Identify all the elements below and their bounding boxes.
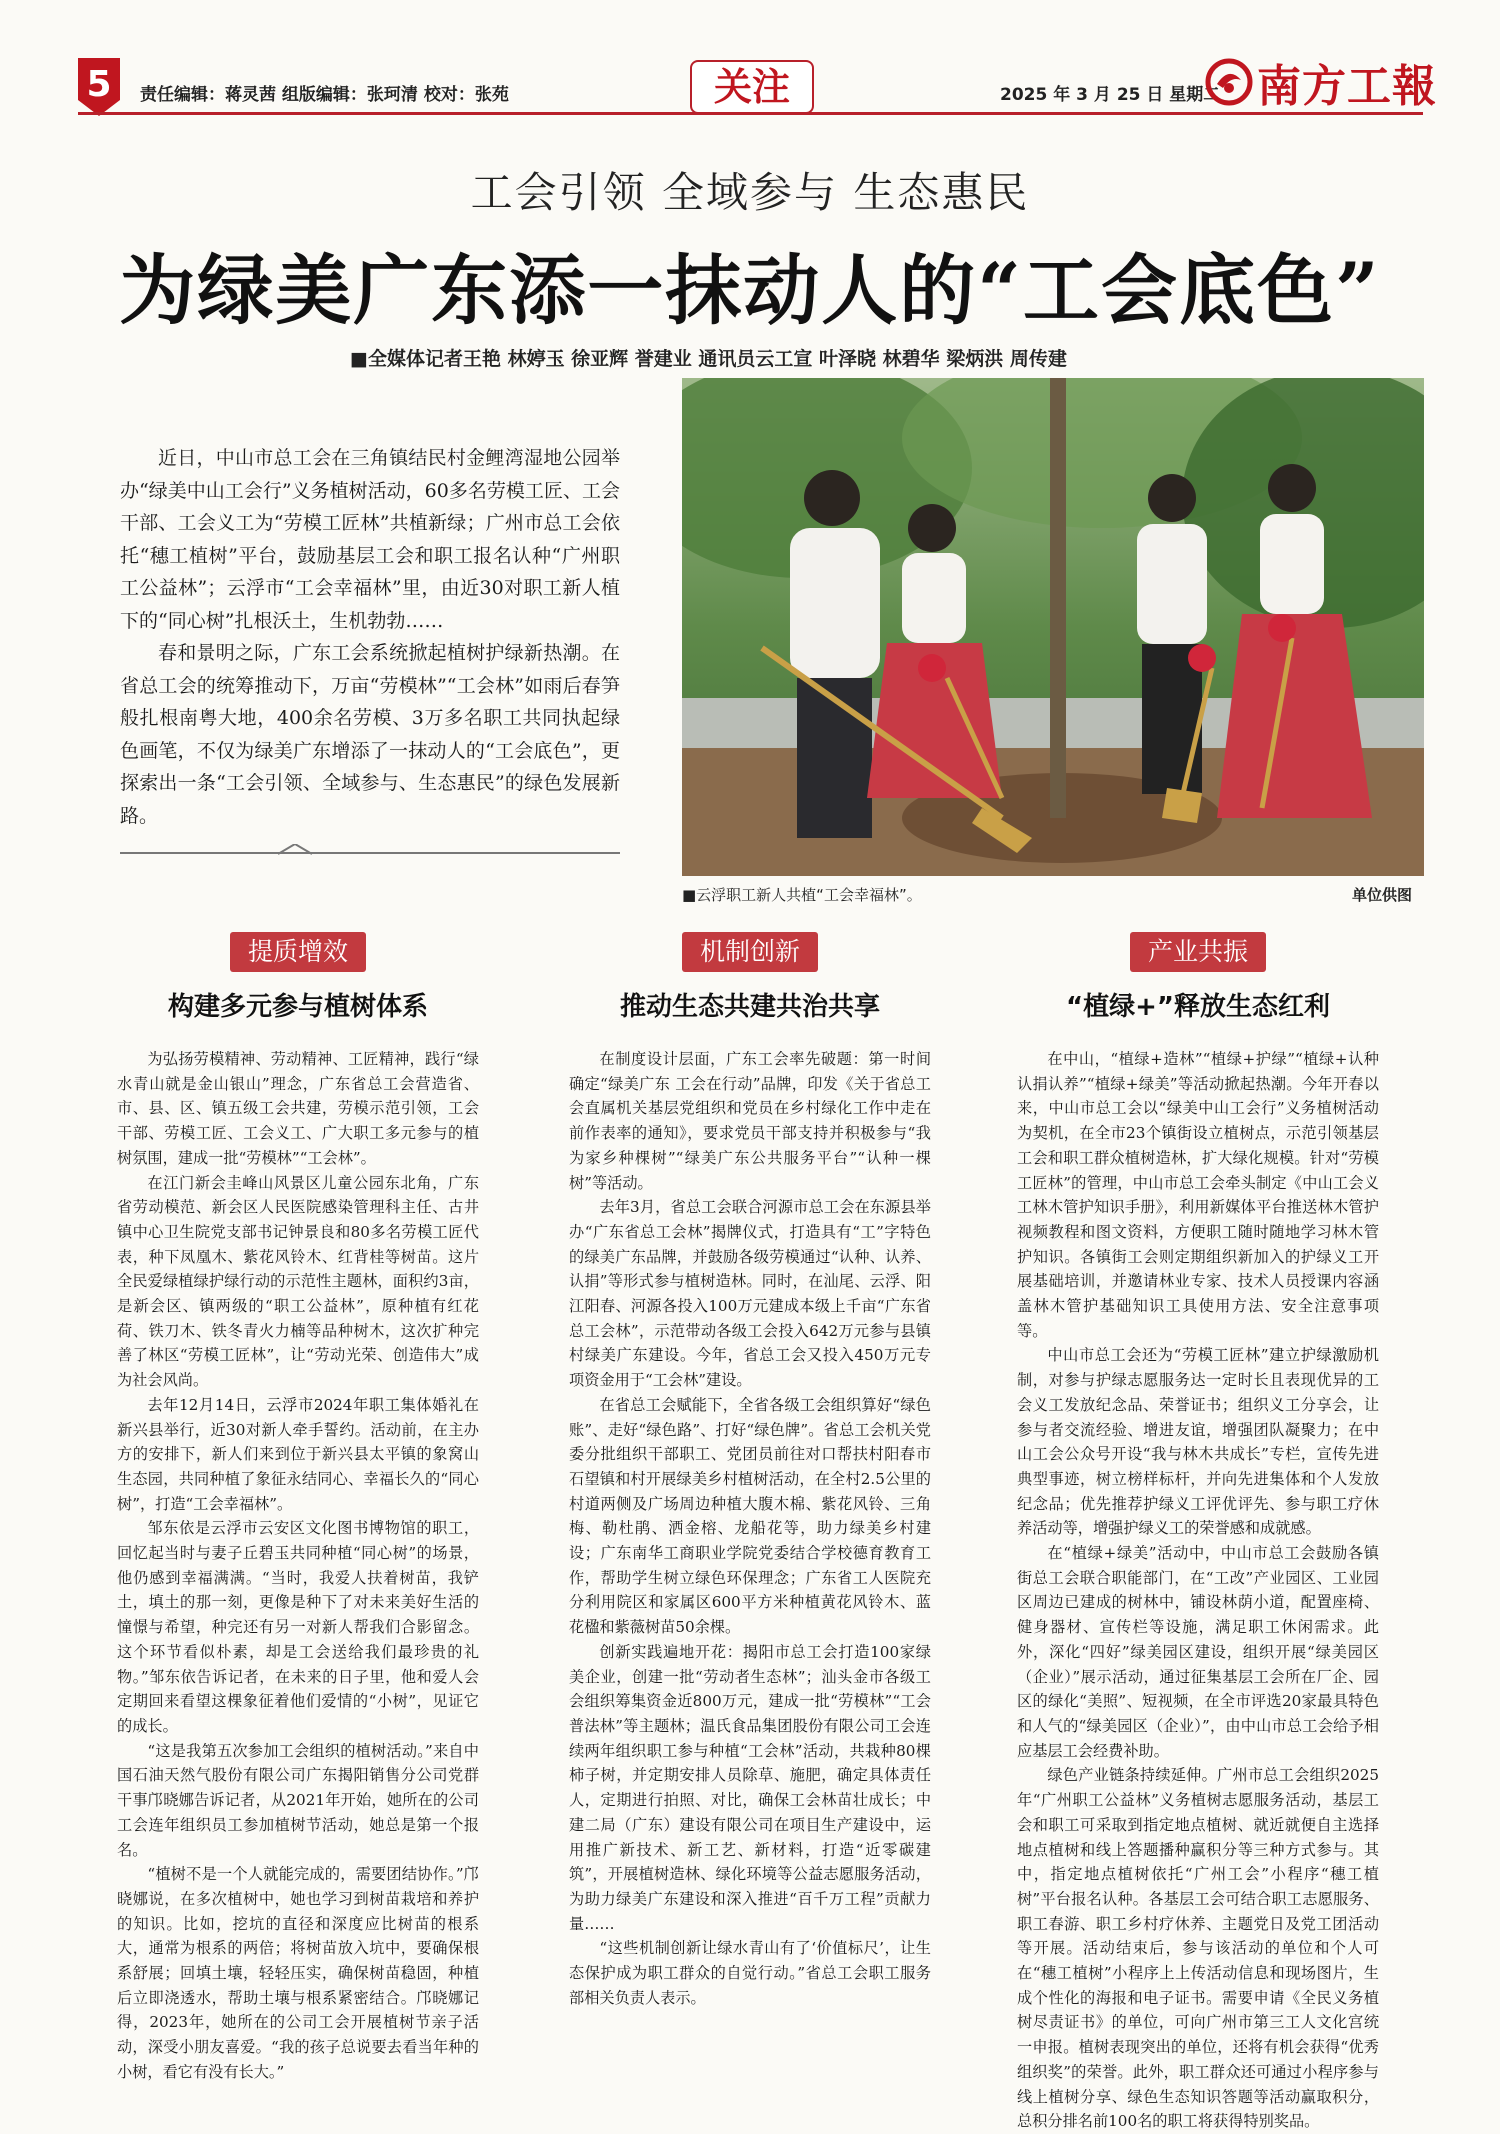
lead-paragraph: 近日，中山市总工会在三角镇结民村金鲤湾湿地公园举办“绿美中山工会行”义务植树活动，60多名劳模工匠、工会干部、工会义工为“劳模工匠林”共植新绿；广州市总工会依托“穗工植树”平台，鼓励基层工会和职工报名认种“广州职工公益林”；云浮市“工会幸福林”里，由近30对职工新人植下的“同心树”扎根沃土，生机勃勃…… [120, 447, 620, 632]
photo-illustration [682, 378, 1424, 876]
column-body [117, 1047, 479, 2085]
page-number: 5 [86, 64, 112, 105]
masthead-logo [1205, 56, 1437, 112]
divider-notch-icon [278, 844, 312, 858]
photo-credit: 单位供图 [1352, 886, 1413, 904]
column-title: “植绿+”释放生态红利 [1066, 992, 1330, 1022]
body-paragraph: 创新实践遍地开花：揭阳市总工会打造100家绿美企业，创建一批“劳动者生态林”；汕头金市各级工会组织筹集资金近800万元，建成一批“劳模林”“工会普法林”等主题林；温氏食品集团股份有限公司工会连续两年组织职工参与种植“工会林”活动，共栽种80棵柿子树，并定期安排人员除草、施肥，确定具体责任人，定期进行拍照、对比，确保工会林苗壮成长；中建二局（广东）建设有限公司在项目生产建设中，运用推广新技术、新工艺、新材料，打造“近零碳建筑”，开展植树造林、绿化环境等公益志愿服务活动，为助力绿美广东建设和深入推进“百千万工程”贡献力量…… [569, 1642, 931, 1933]
column-tag: 提质增效 [230, 932, 366, 972]
masthead-title: 南方工報 [1257, 61, 1437, 112]
column-tag: 机制创新 [682, 932, 818, 972]
kicker-title: 工会引领 全域参与 生态惠民 [470, 168, 1030, 217]
body-paragraph: 在中山，“植绿+造林”“植绿+护绿”“植绿+认种认捐认养”“植绿+绿美”等活动掀起热潮。今年开春以来，中山市总工会以“绿美中山工会行”义务植树活动为契机，在全市23个镇街设立植树点，示范引领基层工会和职工群众植树造林，扩大绿化规模。针对“劳模工匠林”的管理，中山市总工会牵头制定《中山工会义工林木管护知识手册》，利用新媒体平台推送林木管护视频教程和图文资料，方便职工随时随地学习林木管护知识。各镇街工会则定期组织新加入的护绿义工开展基础培训，并邀请林业专家、技术人员授课内容涵盖林木管护基础知识工具使用方法、安全注意事项等。 [1017, 1050, 1379, 1340]
column-title: 推动生态共建共治共享 [619, 992, 880, 1022]
headline: 为绿美广东添一抹动人的“工会底色” [119, 246, 1381, 335]
section-label: 关注 [690, 60, 814, 114]
body-paragraph: 为弘扬劳模精神、劳动精神、工匠精神，践行“绿水青山就是金山银山”理念，广东省总工会营造省、市、县、区、镇五级工会共建，劳模示范引领，工会干部、劳模工匠、工会义工、广大职工多元参与的植树氛围，建成一批“劳模林”“工会林”。 [117, 1050, 479, 1167]
column-body [1017, 1047, 1379, 2134]
header-rule [78, 112, 1423, 115]
body-paragraph: 在制度设计层面，广东工会率先破题：第一时间确定“绿美广东 工会在行动”品牌，印发《关于省总工会直属机关基层党组织和党员在乡村绿化工作中走在前作表率的通知》，要求党员干部支持并积极参与“我为家乡种棵树”“绿美广东公共服务平台”“认种一棵树”等活动。 [569, 1050, 931, 1192]
column-mechanism [569, 932, 931, 2010]
page-number-badge [78, 58, 120, 116]
body-paragraph: “这是我第五次参加工会组织的植树活动。”来自中国石油天然气股份有限公司广东揭阳销售分公司党群干事邝晓娜告诉记者，从2021年开始，她所在的公司工会连年组织员工参加植树节活动，她总是第一个报名。 [117, 1741, 479, 1859]
column-industry [1017, 932, 1379, 2134]
masthead-emblem-icon [1205, 58, 1253, 106]
lead-text [120, 442, 620, 832]
body-paragraph: 在江门新会圭峰山风景区儿童公园东北角，广东省劳动模范、新会区人民医院感染管理科主任、古井镇中心卫生院党支部书记钟景良和80多名劳模工匠代表，种下凤凰木、紫花风铃木、红背桂等树苗。这片全民爱绿植绿护绿行动的示范性主题林，面积约3亩，是新会区、镇两级的“职工公益林”，原种植有红花荷、铁刀木、铁冬青火力楠等品种树木，这次扩种完善了林区“劳模工匠林”，让“劳动光荣、创造伟大”成为社会风尚。 [117, 1173, 479, 1390]
column-tag: 产业共振 [1130, 932, 1266, 972]
body-paragraph: “植树不是一个人就能完成的，需要团结协作。”邝晓娜说，在多次植树中，她也学习到树苗栽培和养护的知识。比如，挖坑的直径和深度应比树苗的根系大，通常为根系的两倍；将树苗放入坑中，要确保根系舒展；回填土壤，轻轻压实，确保树苗稳固，种植后立即浇透水，帮助土壤与根系紧密结合。邝晓娜记得，2023年，她所在的公司工会开展植树节亲子活动，深受小朋友喜爱。“我的孩子总说要去看当年种的小树，看它有没有长大。” [117, 1865, 479, 2081]
body-paragraph: 中山市总工会还为“劳模工匠林”建立护绿激励机制，对参与护绿志愿服务达一定时长且表现优异的工会义工发放纪念品、荣誉证书；组织义工分享会，让参与者交流经验、增进友谊，增强团队凝聚力；在中山工会公众号开设“我与林木共成长”专栏，宣传先进典型事迹，树立榜样标杆，并向先进集体和个人发放纪念品；优先推荐护绿义工评优评先、参与职工疗休养活动等，增强护绿义工的荣誉感和成就感。 [1017, 1346, 1379, 1538]
photo-caption: ■云浮职工新人共植“工会幸福林”。 [682, 886, 922, 904]
body-paragraph: 邹东依是云浮市云安区文化图书博物馆的职工，回忆起当时与妻子丘碧玉共同种植“同心树”的场景，他仍感到幸福满满。“当时，我爱人扶着树苗，我铲土，填土的那一刻，更像是种下了对未来美好生活的憧憬与希望，种完还有另一对新人帮我们合影留念。这个环节看似朴素，却是工会送给我们最珍贵的礼物。”邹东依告诉记者，在未来的日子里，他和爱人会定期回来看望这棵象征着他们爱情的“小树”，见证它的成长。 [117, 1519, 479, 1735]
column-quality [117, 932, 479, 2085]
body-paragraph: “这些机制创新让绿水青山有了‘价值标尺’，让生态保护成为职工群众的自觉行动。”省总工会职工服务部相关负责人表示。 [569, 1939, 931, 2007]
body-paragraph: 在“植绿+绿美”活动中，中山市总工会鼓励各镇街总工会联合职能部门，在“工改”产业园区、工业园区周边已建成的树林中，铺设林荫小道，配置座椅、健身器材、宣传栏等设施，满足职工休闲需求。此外，深化“四好”绿美园区建设，组织开展“绿美园区（企业）”展示活动，通过征集基层工会所在厂企、园区的绿化“美照”、短视频，在全市评选20家最具特色和人气的“绿美园区（企业）”，由中山市总工会给予相应基层工会经费补助。 [1017, 1544, 1379, 1760]
body-paragraph: 去年3月，省总工会联合河源市总工会在东源县举办“广东省总工会林”揭牌仪式，打造具有“工”字特色的绿美广东品牌，并鼓励各级劳模通过“认种、认养、认捐”等形式参与植树造林。同时，在汕尾、云浮、阳江阳春、河源各投入100万元建成本级上千亩“广东省总工会林”，示范带动各级工会投入642万元参与县镇村绿美广东建设。今年，省总工会又投入450万元专项资金用于“工会林”建设。 [569, 1198, 931, 1390]
issue-date: 2025 年 3 月 25 日 星期二 [1000, 85, 1221, 105]
byline: ■全媒体记者王艳 林婷玉 徐亚辉 誉建业 通讯员云工宣 叶泽晓 林碧华 梁炳洪 周传建 [350, 348, 1067, 370]
lead-divider [120, 852, 620, 854]
column-body [569, 1047, 931, 2010]
editors-line: 责任编辑：蒋灵茜 组版编辑：张珂清 校对：张苑 [140, 85, 509, 105]
body-paragraph: 在省总工会赋能下，全省各级工会组织算好“绿色账”、走好“绿色路”、打好“绿色牌”。省总工会机关党委分批组织干部职工、党团员前往对口帮扶村阳春市石望镇和村开展绿美乡村植树活动，在全村2.5公里的村道两侧及广场周边种植大腹木棉、紫花风铃、三角梅、勒杜鹃、洒金榕、龙船花等，助力绿美乡村建设；广东南华工商职业学院党委结合学校德育教育工作，帮助学生树立绿色环保理念；广东省工人医院充分利用院区和家属区600平方米种植黄花风铃木、蓝花楹和紫薇树苗50余棵。 [569, 1395, 931, 1637]
lead-paragraph: 春和景明之际，广东工会系统掀起植树护绿新热潮。在省总工会的统筹推动下，万亩“劳模林”“工会林”如雨后春笋般扎根南粤大地，400余名劳模、3万多名职工共同执起绿色画笔，不仅为绿美广东增添了一抹动人的“工会底色”，更探索出一条“工会引领、全域参与、生态惠民”的绿色发展新路。 [120, 642, 620, 827]
tree-planting-photo [682, 378, 1424, 876]
body-paragraph: 去年12月14日，云浮市2024年职工集体婚礼在新兴县举行，近30对新人牵手誓约。活动前，在主办方的安排下，新人们来到位于新兴县太平镇的象窝山生态园，共同种植了象征永结同心、幸福长久的“同心树”，打造“工会幸福林”。 [117, 1395, 479, 1513]
body-paragraph: 绿色产业链条持续延伸。广州市总工会组织2025年“广州职工公益林”义务植树志愿服务活动，基层工会和职工可采取到指定地点植树、就近就便自主选择地点植树和线上答题播种赢积分等三种方式参与。其中，指定地点植树依托“广州工会”小程序“穗工植树”平台报名认种。各基层工会可结合职工志愿服务、职工春游、职工乡村疗休养、主题党日及党工团活动等开展。活动结束后，参与该活动的单位和个人可在“穗工植树”小程序上上传活动信息和现场图片，生成个性化的海报和电子证书。需要申请《全民义务植树尽责证书》的单位，可向广州市第三工人文化宫统一申报。植树表现突出的单位，还将有机会获得“优秀组织奖”的荣誉。此外，职工群众还可通过小程序参与线上植树分享、绿色生态知识答题等活动赢取积分，总积分排名前100名的职工将获得特别奖品。 [1017, 1766, 1379, 2131]
column-title: 构建多元参与植树体系 [167, 992, 428, 1022]
